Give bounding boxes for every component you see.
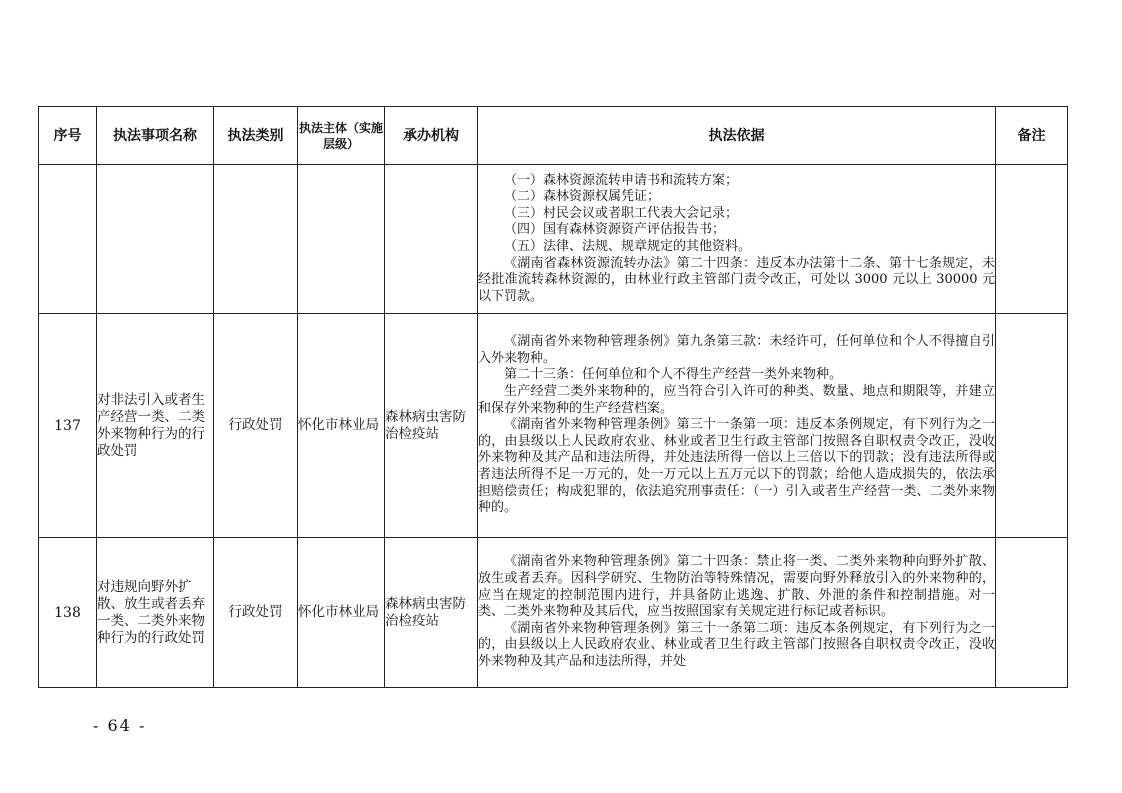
row-subject: 怀化市林业局 xyxy=(298,538,385,688)
header-seq: 序号 xyxy=(39,107,97,165)
row-seq: 137 xyxy=(39,314,97,538)
row-basis xyxy=(478,165,996,314)
row-seq xyxy=(39,165,97,314)
table-row xyxy=(39,538,1068,688)
basis-paragraph: 《湖南省外来物种管理条例》第三十一条第二项：违反本条例规定，有下列行为之一的，由县级以上人民政府农业、林业或者卫生行政主管部门按照各自职权责令改正，没收外来物种及其产品和违法所得，并处 xyxy=(478,620,995,669)
basis-paragraph: 《湖南省外来物种管理条例》第三十一条第一项：违反本条例规定，有下列行为之一的，由县级以上人民政府农业、林业或者卫生行政主管部门按照各自职权责令改正，没收外来物种及其产品和违法所得，并处违法所得一倍以上三倍以下的罚款；没有违法所得或者违法所得不足一万元的，处一万元以上五万元以下的罚款；给他人造成损失的，依法承担赔偿责任；构成犯罪的，依法追究刑事责任：（一）引入或者生产经营一类、二类外来物种的。 xyxy=(478,417,995,516)
basis-paragraph: （一）森林资源流转申请书和流转方案； xyxy=(504,172,739,188)
row-subject: 怀化市林业局 xyxy=(298,314,385,538)
header-name: 执法事项名称 xyxy=(97,107,214,165)
basis-paragraph: 第二十三条：任何单位和个人不得生产经营一类外来物种。 xyxy=(504,367,843,383)
row-basis xyxy=(478,314,996,538)
basis-paragraph: 《湖南省森林资源流转办法》第二十四条：违反本办法第十二条、第十七条规定，未经批准流转森林资源的，由林业行政主管部门责令改正，可处以 3000 元以上 30000 元以下罚款。 xyxy=(478,255,995,304)
row-seq: 138 xyxy=(39,538,97,688)
row-basis xyxy=(478,538,996,688)
enforcement-table xyxy=(38,106,1068,688)
table-row xyxy=(39,165,1068,314)
row-name: 对非法引入或者生产经营一类、二类外来物种行为的行政处罚 xyxy=(97,314,214,538)
row-subject xyxy=(298,165,385,314)
row-agency: 森林病虫害防治检疫站 xyxy=(385,538,478,688)
basis-paragraph: 《湖南省外来物种管理条例》第九条第三款：未经许可，任何单位和个人不得擅自引入外来物种。 xyxy=(478,334,995,366)
row-name xyxy=(97,165,214,314)
row-agency xyxy=(385,165,478,314)
row-type xyxy=(214,165,298,314)
row-remark xyxy=(996,165,1068,314)
row-name: 对违规向野外扩散、放生或者丢弃一类、二类外来物种行为的行政处罚 xyxy=(97,538,214,688)
basis-paragraph: （四）国有森林资源资产评估报告书； xyxy=(504,222,726,238)
page-number: - 64 - xyxy=(93,716,147,735)
row-agency: 森林病虫害防治检疫站 xyxy=(385,314,478,538)
header-subject: 执法主体（实施层级） xyxy=(298,107,385,165)
row-type: 行政处罚 xyxy=(214,314,298,538)
header-basis: 执法依据 xyxy=(478,107,996,165)
basis-paragraph: 《湖南省外来物种管理条例》第二十四条：禁止将一类、二类外来物种向野外扩散、放生或者丢弃。因科学研究、生物防治等特殊情况，需要向野外释放引入的外来物种的，应当在规定的控制范围内进行，并具备防止逃逸、扩散、外泄的条件和控制措施。对一类、二类外来物种及其后代，应当按照国家有关规定进行标记或者标识。 xyxy=(478,554,995,620)
table-row xyxy=(39,314,1068,538)
row-type: 行政处罚 xyxy=(214,538,298,688)
basis-paragraph: （三）村民会议或者职工代表大会记录； xyxy=(504,205,739,221)
basis-paragraph: 生产经营二类外来物种的，应当符合引入许可的种类、数量、地点和期限等，并建立和保存外来物种的生产经营档案。 xyxy=(478,384,995,416)
header-row xyxy=(39,107,1068,165)
row-remark xyxy=(996,538,1068,688)
row-remark xyxy=(996,314,1068,538)
header-remark: 备注 xyxy=(996,107,1068,165)
header-type: 执法类别 xyxy=(214,107,298,165)
basis-paragraph: （二）森林资源权属凭证； xyxy=(504,189,661,205)
basis-paragraph: （五）法律、法规、规章规定的其他资料。 xyxy=(504,239,752,254)
header-agency: 承办机构 xyxy=(385,107,478,165)
